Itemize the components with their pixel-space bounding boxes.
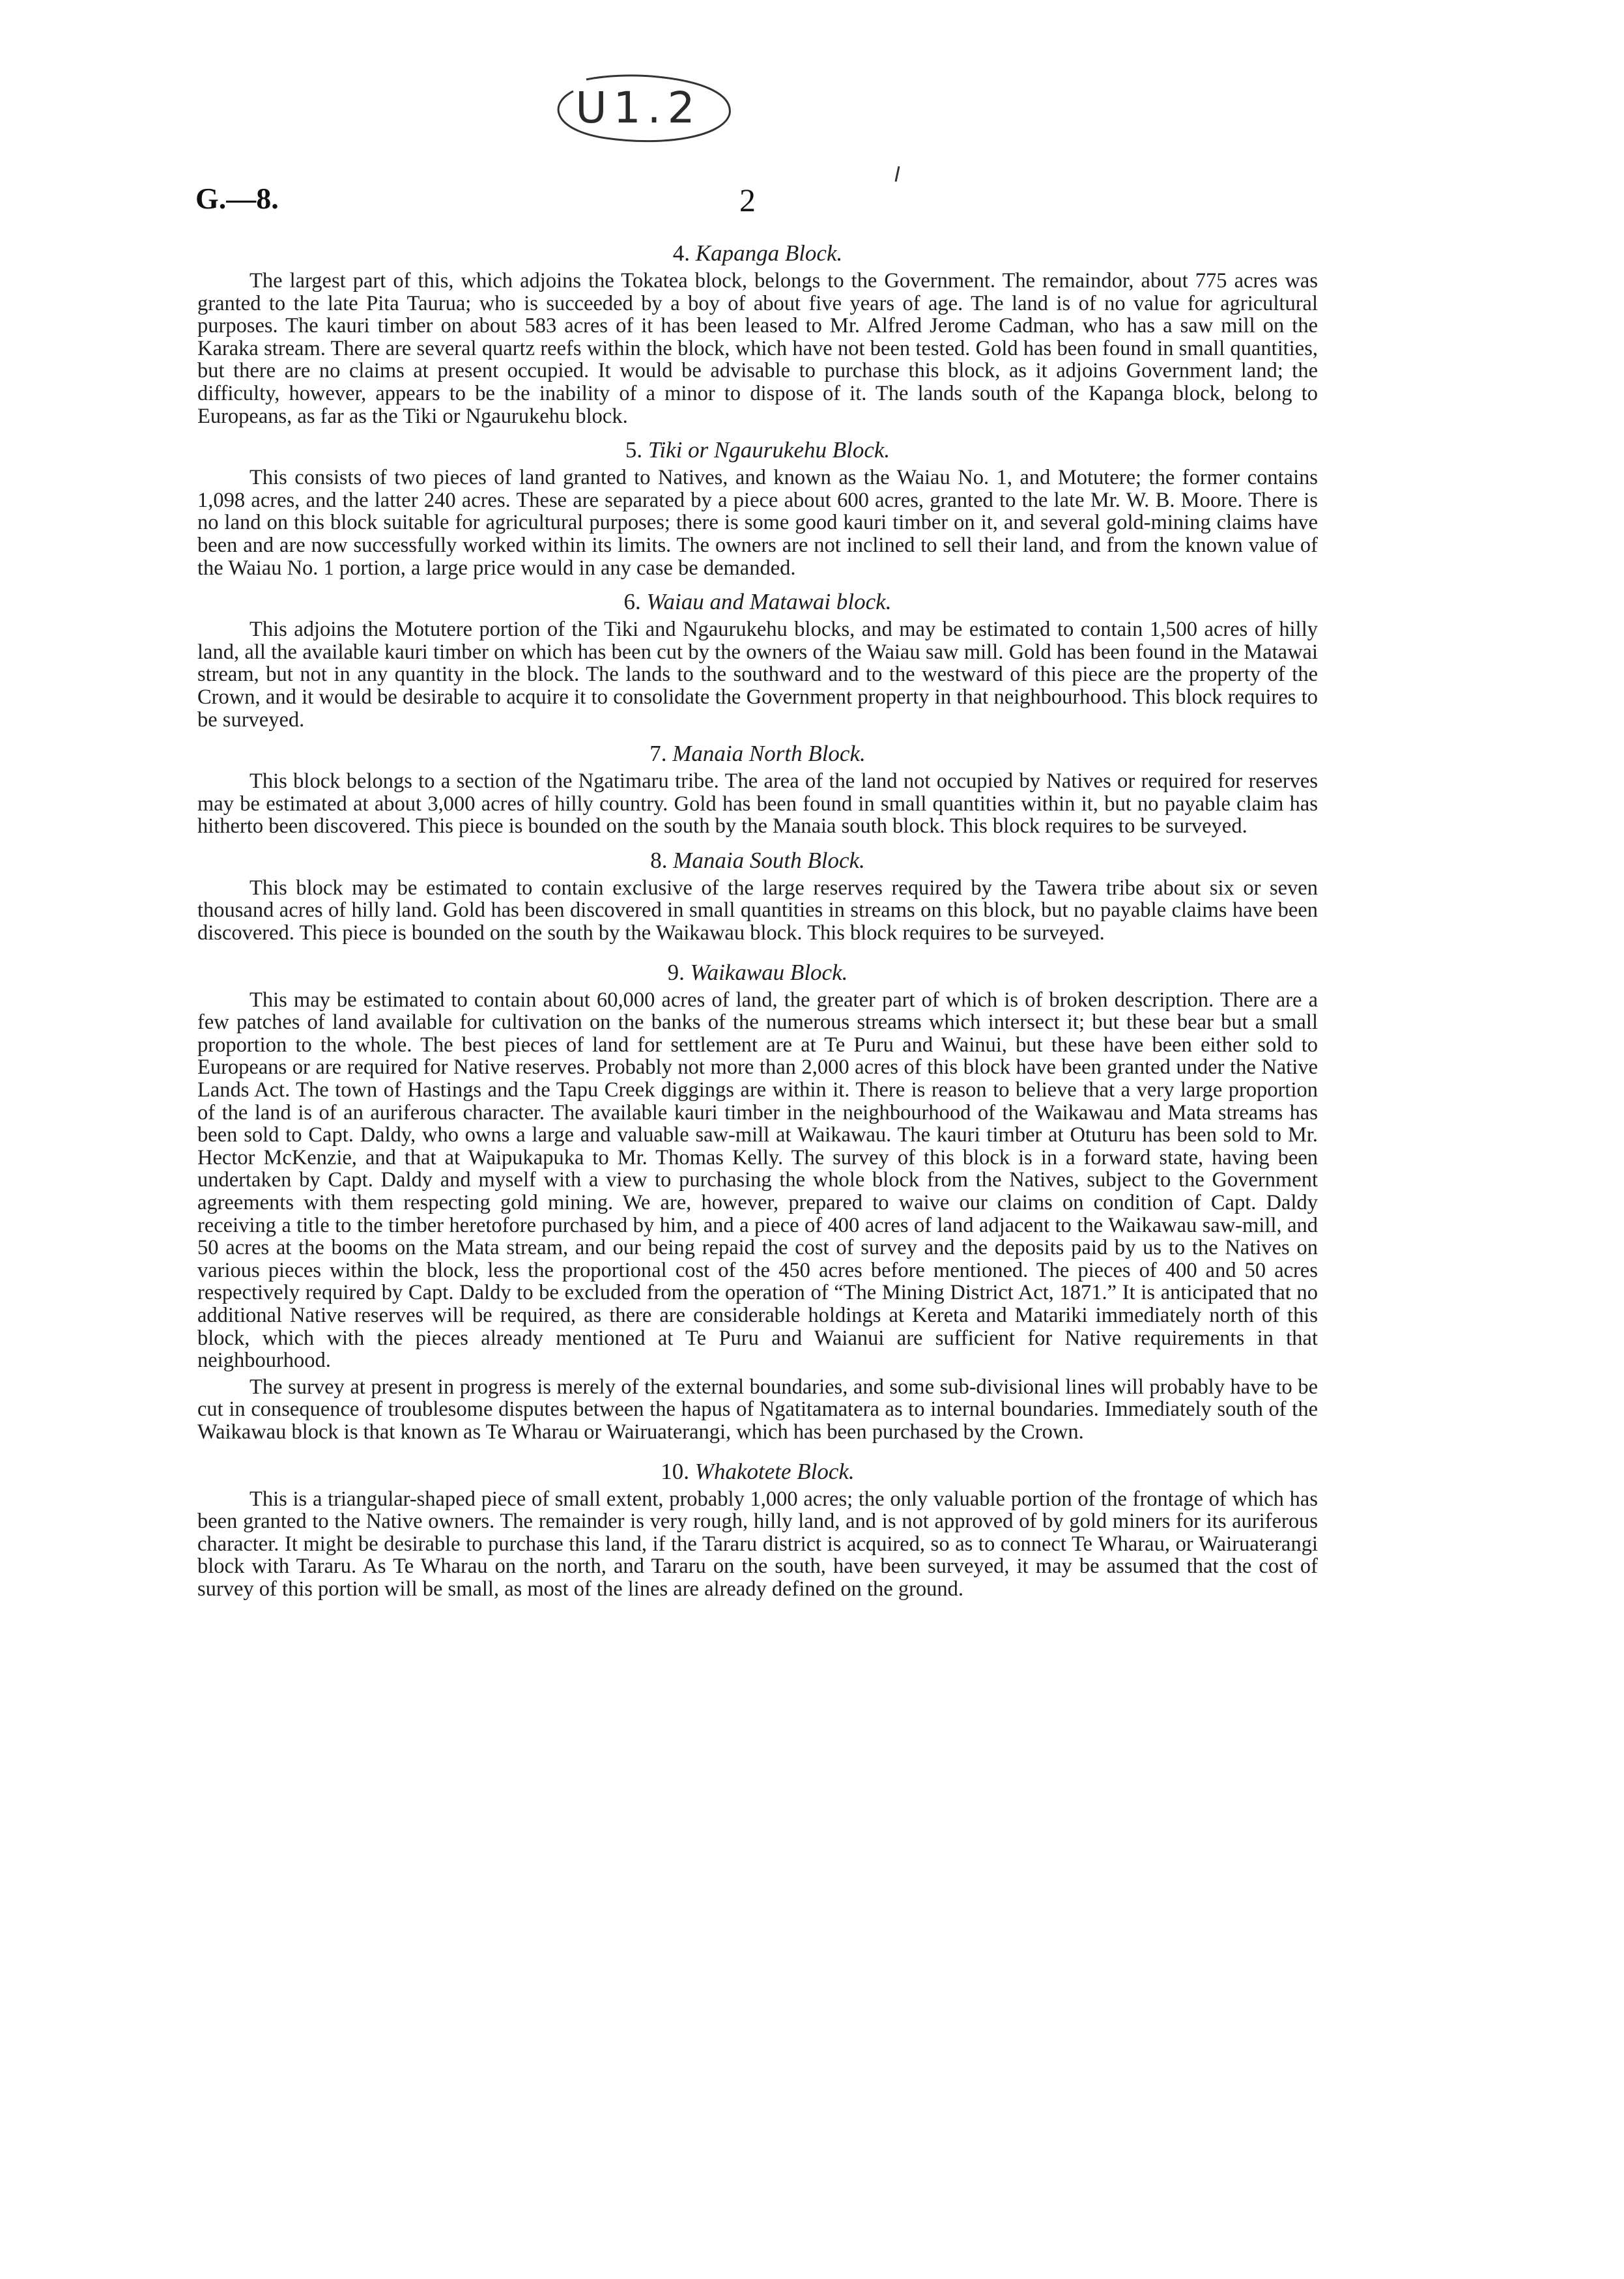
section-title: Manaia South Block. (673, 847, 865, 873)
section-waikawau-block (197, 959, 1318, 1444)
paragraph: This adjoins the Motutere portion of the Tiki and Ngaurukehu blocks, and may be estimated to contain 1,500 acres of hilly land, all the available kauri timber on which has been cut by the owners of the Waiau saw mill. Gold has been found in the Matawai stream, but not in any quantity in the block. The lands to the southward and to the westward of this piece are the property of the Crown, and it would be desirable to acquire it to consolidate the Government property in that neighbourhood. This block requires to be surveyed. (197, 618, 1318, 732)
stamp-text: U1.2 (575, 82, 702, 133)
section-title: Tiki or Ngaurukehu Block. (648, 437, 890, 463)
paragraph: This consists of two pieces of land granted to Natives, and known as the Waiau No. 1, and Motutere; the former contains 1,098 acres, and the latter 240 acres. These are separated by a piece about 600 acres, granted to the late Mr. W. B. Moore. There is no land on this block suitable for agricultural purposes; there is some good kauri timber on it, and several gold-mining claims have been and are now successfully worked within its limits. The owners are not inclined to sell their land, and from the known value of the Waiau No. 1 portion, a large price would in any case be demanded. (197, 466, 1318, 580)
paragraph: This is a triangular-shaped piece of small extent, probably 1,000 acres; the only valuable portion of the frontage of which has been granted to the Native owners. The remainder is very rough, hilly land, and is not approved of by gold miners for its auriferous character. It might be desirable to purchase this land, if the Tararu district is acquired, so as to connect Te Wharau, or Wairuaterangi block with Tararu. As Te Wharau on the north, and Tararu on the south, have been surveyed, it may be assumed that the cost of survey of this portion will be small, as most of the lines are already defined on the ground. (197, 1487, 1318, 1601)
section-title: Waiau and Matawai block. (646, 589, 892, 615)
section-waiau-matawai-block (197, 588, 1318, 731)
paragraph: The largest part of this, which adjoins the Tokatea block, belongs to the Government. The remaindor, about 775 acres was granted to the late Pita Taurua; who is succeeded by a boy of about five years of age. The land is of no value for agricultural purposes. The kauri timber on about 583 acres of it has been leased to Mr. Alfred Jerome Cadman, who has a saw mill on the Karaka stream. There are several quartz reefs within the block, which have not been tested. Gold has been found in small quantities, but there are no claims at present occupied. It would be advisable to purchase this block, as it adjoins Government land; the difficulty, however, appears to be the inability of a minor to dispose of it. The lands south of the Kapanga block, belong to Europeans, as far as the Tiki or Ngaurukehu block. (197, 269, 1318, 428)
section-title: Whakotete Block. (694, 1458, 855, 1484)
section-heading (197, 959, 1318, 986)
section-heading (197, 847, 1318, 874)
section-kapanga-block (197, 240, 1318, 427)
section-title: Waikawau Block. (690, 959, 848, 985)
section-tiki-block (197, 437, 1318, 579)
pencil-tick-mark (895, 166, 900, 182)
section-heading (197, 437, 1318, 464)
paragraph: This block belongs to a section of the Ngatimaru tribe. The area of the land not occupied by Natives or required for reserves may be estimated at about 3,000 acres of hilly country. Gold has been found in small quantities within it, but no payable claim has hitherto been discovered. This piece is bounded on the south by the Manaia south block. This block requires to be surveyed. (197, 769, 1318, 838)
section-number: 9. (667, 959, 685, 985)
section-number: 4. (672, 240, 690, 266)
section-heading (197, 1458, 1318, 1485)
section-whakotete-block (197, 1458, 1318, 1601)
section-manaia-south-block (197, 847, 1318, 945)
section-number: 5. (625, 437, 643, 463)
section-number: 7. (649, 741, 667, 767)
document-body (197, 240, 1318, 1610)
paragraph: The survey at present in progress is merely of the external boundaries, and some sub-divisional lines will probably have to be cut in consequence of troublesome disputes between the hapus of Ngatitamatera as to internal boundaries. Immediately south of the Waikawau block is that known as Te Wharau or Wairuaterangi, which has been purchased by the Crown. (197, 1375, 1318, 1444)
document-reference: G.—8. (195, 182, 279, 215)
paragraph: This block may be estimated to contain exclusive of the large reserves required by the Tawera tribe about six or seven thousand acres of hilly land. Gold has been discovered in small quantities in streams on this block, but no payable claims have been discovered. This piece is bounded on the south by the Waikawau block. This block requires to be surveyed. (197, 876, 1318, 945)
page-number: 2 (739, 182, 756, 218)
paragraph: This may be estimated to contain about 60,000 acres of land, the greater part of which is of broken description. There are a few patches of land available for cultivation on the banks of the numerous streams which intersect it; but these bear but a small proportion to the whole. The best pieces of land for settlement are at Te Puru and Wainui, but these have been either sold to Europeans or are required for Native reserves. Probably not more than 2,000 acres of this block have been granted under the Native Lands Act. The town of Hastings and the Tapu Creek diggings are within it. There is reason to believe that a very large proportion of the land is of an auriferous character. The available kauri timber in the neighbourhood of the Waikawau and Mata streams has been sold to Capt. Daldy, who owns a large and valuable saw-mill at Waikawau. The kauri timber at Otuturu has been sold to Mr. Hector McKenzie, and that at Waipukapuka to Mr. Thomas Kelly. The survey of this block is in a forward state, having been undertaken by Capt. Daldy and myself with a view to purchasing the whole block from the Natives, subject to the Government agreements with them respecting gold mining. We are, however, prepared to waive our claims on condition of Capt. Daldy receiving a title to the timber heretofore purchased by him, and a piece of 400 acres of land adjacent to the Waikawau saw-mill, and 50 acres at the booms on the Mata stream, and our being repaid the cost of survey and the deposits paid by us to the Natives on various pieces within the block, less the proportional cost of the 450 acres before mentioned. The pieces of 400 and 50 acres respectively required by Capt. Daldy to be excluded from the operation of “The Mining District Act, 1871.” It is anticipated that no additional Native reserves will be required, as there are considerable holdings at Kereta and Matariki immediately north of this block, which with the pieces already mentioned at Te Puru and Waianui are sufficient for Native requirements in that neighbourhood. (197, 988, 1318, 1373)
section-heading (197, 240, 1318, 267)
section-title: Manaia North Block. (672, 741, 866, 767)
section-manaia-north-block (197, 740, 1318, 838)
section-title: Kapanga Block. (695, 240, 843, 266)
section-number: 6. (623, 589, 641, 615)
section-heading (197, 588, 1318, 616)
section-heading (197, 740, 1318, 767)
section-number: 8. (650, 847, 668, 873)
section-number: 10. (661, 1458, 690, 1484)
archive-stamp (534, 65, 743, 150)
